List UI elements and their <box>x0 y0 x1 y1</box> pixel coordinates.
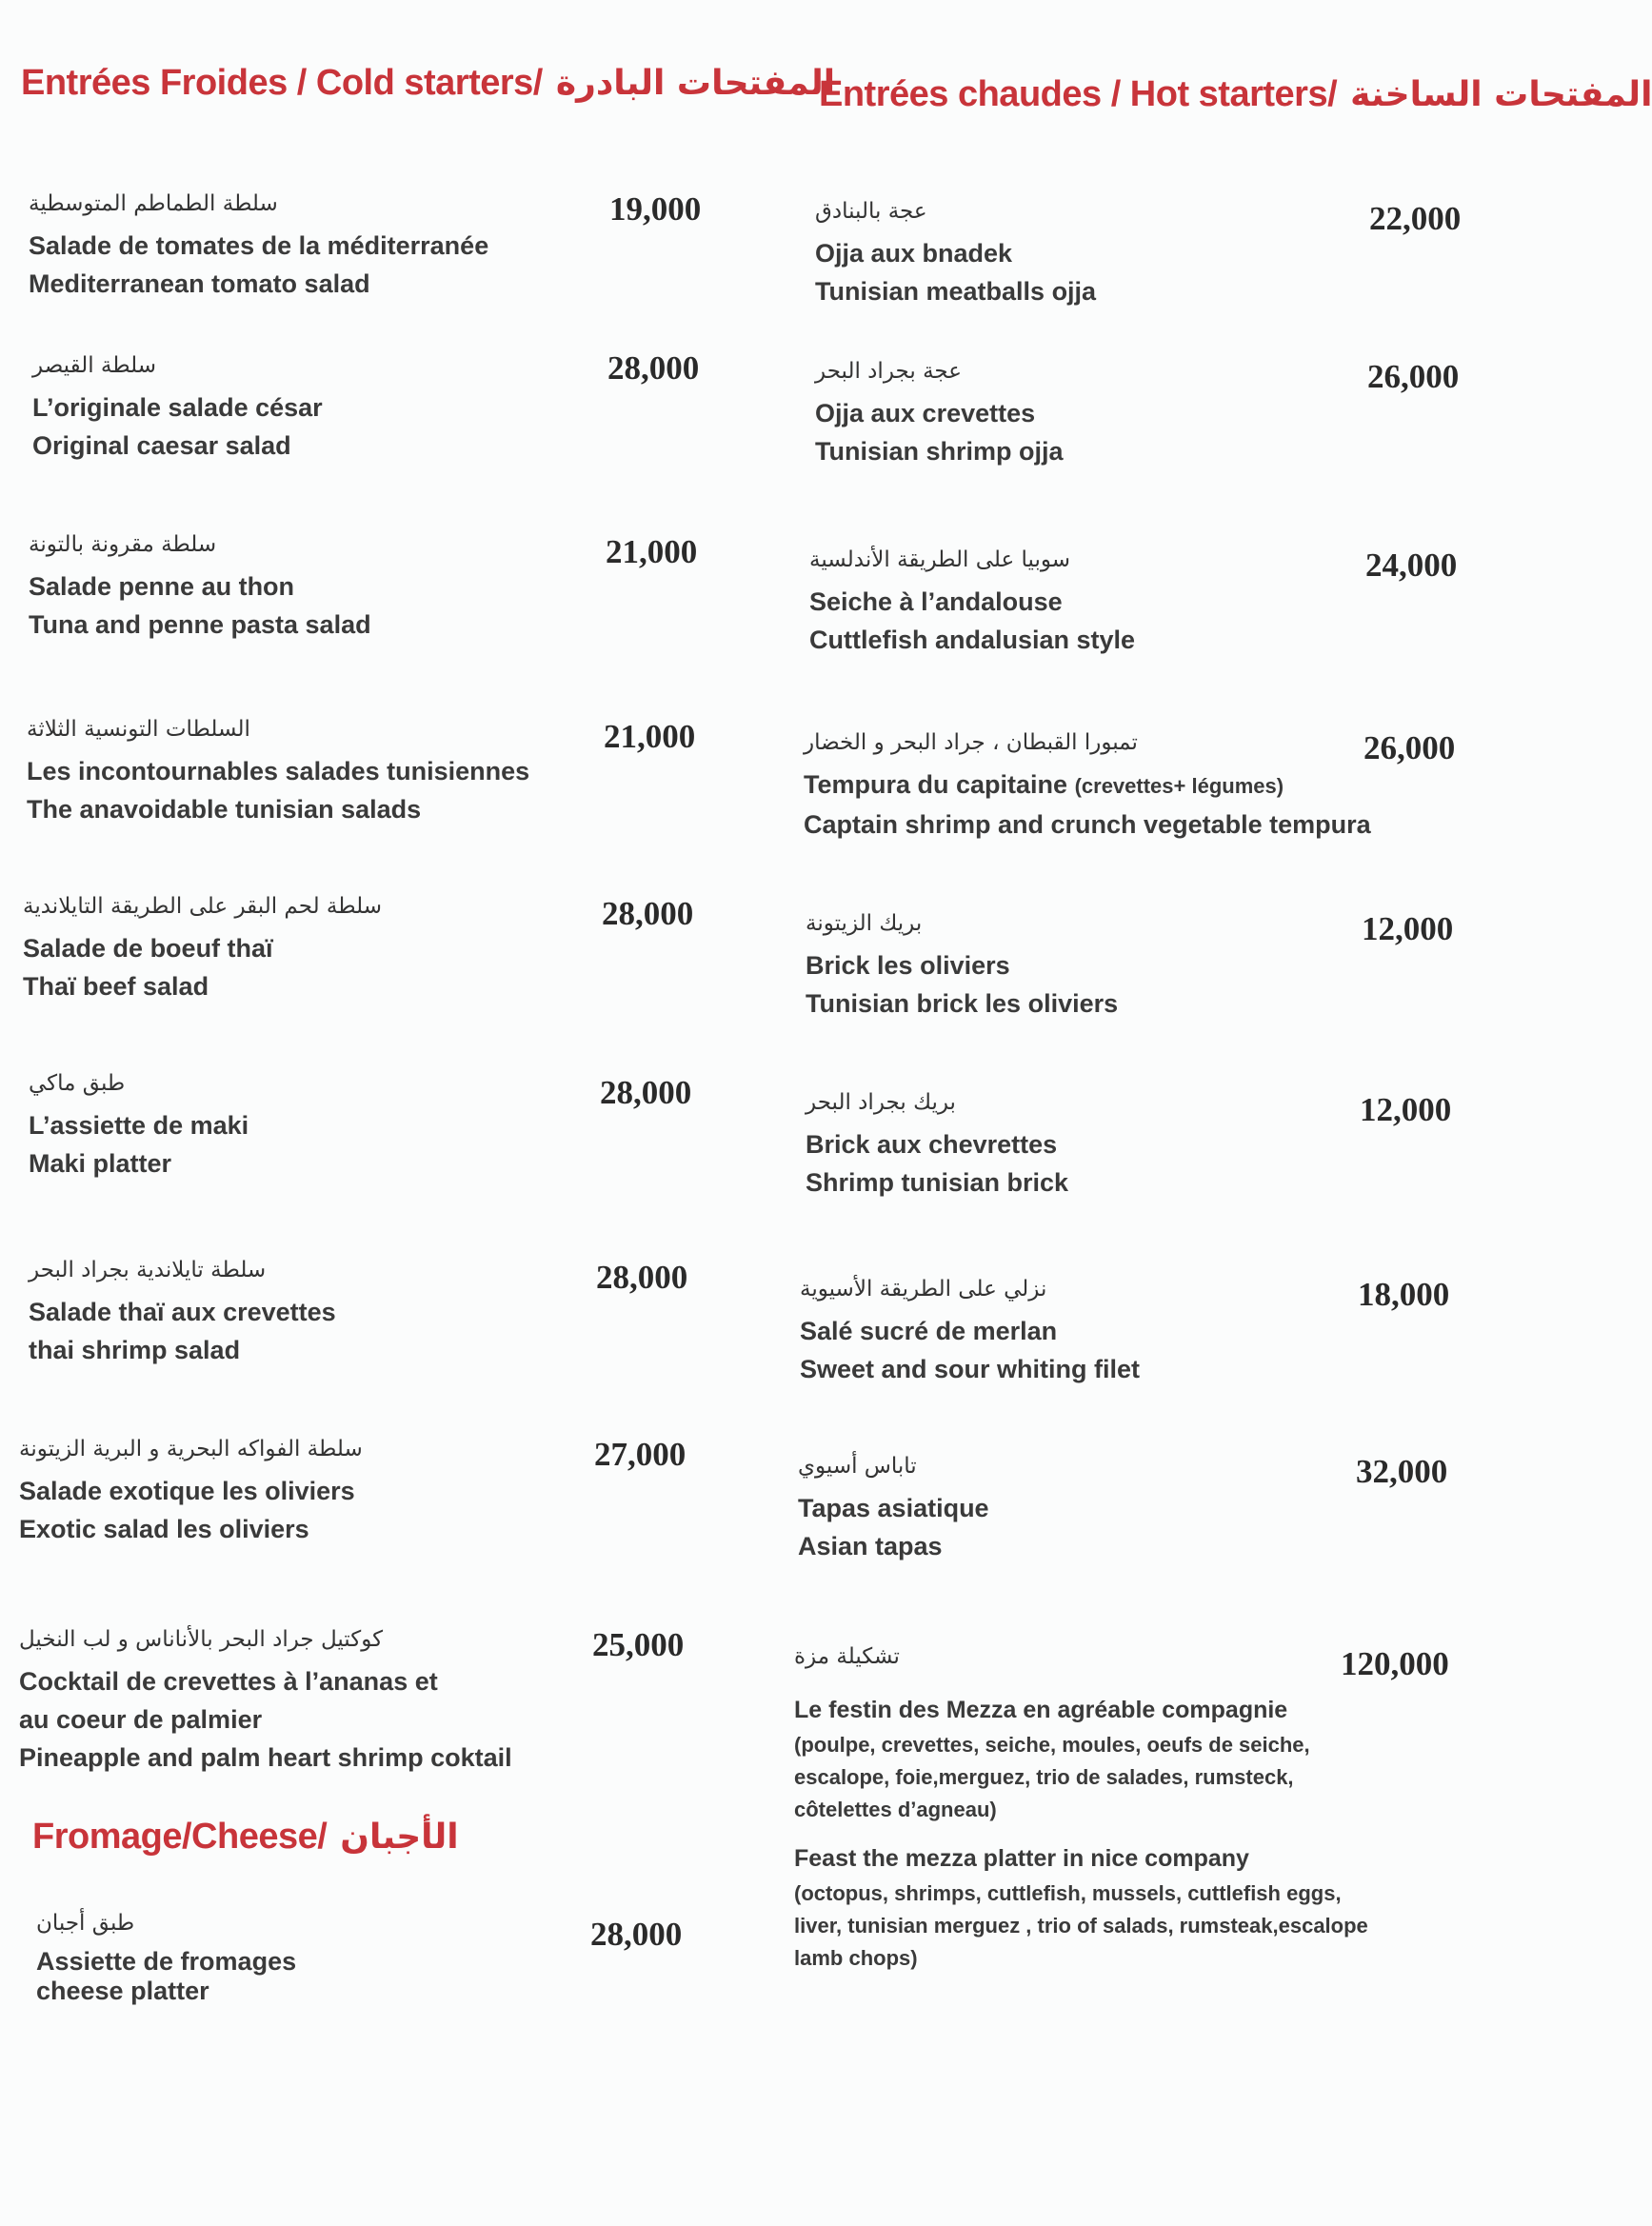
item-name-en: Mediterranean tomato salad <box>29 269 370 298</box>
item-name-en: Original caesar salad <box>32 431 291 460</box>
item-name-fr: Ojja aux bnadek <box>815 239 1013 268</box>
cold-item-6-price: 28,000 <box>600 1074 692 1111</box>
cold-item-7-price: 28,000 <box>596 1259 688 1296</box>
hot-item-4 <box>804 727 1371 844</box>
item-name-ar: تشكيلة مزة <box>794 1644 900 1669</box>
item-name-en: Exotic salad les oliviers <box>19 1515 309 1543</box>
hot-item-8 <box>798 1451 989 1565</box>
mezza-fr-details-1: (poulpe, crevettes, seiche, moules, oeufs de seiche, <box>794 1733 1310 1757</box>
item-name-ar: نزلي على الطريقة الأسيوية <box>800 1277 1047 1302</box>
item-name-fr: Ojja aux crevettes <box>815 399 1036 427</box>
item-name-fr: Salade thaï aux crevettes <box>29 1298 336 1326</box>
item-name-ar: سلطة الطماطم المتوسطية <box>29 191 278 216</box>
item-name-ar: سلطة القيصر <box>32 353 157 378</box>
item-name-fr: Salé sucré de merlan <box>800 1317 1058 1345</box>
hot-starters-title <box>819 74 1652 115</box>
hot-item-3 <box>809 545 1135 659</box>
mezza-item <box>794 1641 1368 1975</box>
item-name-ar: بريك بجراد البحر <box>806 1090 956 1115</box>
hot-starters-title-text: Entrées chaudes / Hot starters/ <box>819 74 1338 114</box>
mezza-fr-details-3: côtelettes d’agneau) <box>794 1798 997 1821</box>
item-note: (crevettes+ légumes) <box>1074 774 1284 798</box>
item-name-fr: L’originale salade césar <box>32 393 323 422</box>
cold-item-9 <box>19 1624 512 1777</box>
hot-item-1-price: 22,000 <box>1369 200 1462 237</box>
cheese-title <box>32 1817 459 1858</box>
cold-item-4-price: 21,000 <box>604 718 696 755</box>
item-name-fr: Tapas asiatique <box>798 1494 989 1522</box>
hot-starters-title-ar: المفتحات الساخنة <box>1350 75 1652 114</box>
hot-item-2-price: 26,000 <box>1367 358 1460 395</box>
cheese-item-price: 28,000 <box>590 1916 683 1953</box>
item-name-ar: بريك الزيتونة <box>806 911 923 936</box>
mezza-en: Feast the mezza platter in nice company <box>794 1845 1249 1872</box>
item-name-ar: تاباس أسيوي <box>798 1454 917 1479</box>
cheese-item <box>36 1908 296 2005</box>
item-name-en: Sweet and sour whiting filet <box>800 1355 1141 1383</box>
hot-item-3-price: 24,000 <box>1365 547 1458 584</box>
item-name-en: Cuttlefish andalusian style <box>809 626 1136 654</box>
cold-item-5 <box>23 891 382 1005</box>
cold-item-6 <box>29 1068 249 1183</box>
item-name-fr: Les incontournables salades tunisiennes <box>27 757 530 785</box>
item-name-en: thai shrimp salad <box>29 1336 241 1364</box>
item-name-fr: Salade de boeuf thaï <box>23 934 273 963</box>
hot-item-4-price: 26,000 <box>1363 729 1456 766</box>
cold-item-7 <box>29 1255 336 1369</box>
hot-item-5-price: 12,000 <box>1362 910 1454 947</box>
hot-item-6 <box>806 1087 1068 1202</box>
cold-item-1-price: 19,000 <box>609 190 702 228</box>
cold-item-3 <box>29 529 371 644</box>
item-name-fr: L’assiette de maki <box>29 1111 249 1140</box>
mezza-fr: Le festin des Mezza en agréable compagnie <box>794 1697 1288 1723</box>
mezza-fr-details-2: escalope, foie,merguez, trio de salades, rumsteck, <box>794 1765 1294 1789</box>
item-name-en: Tunisian shrimp ojja <box>815 437 1064 466</box>
cold-item-8 <box>19 1434 363 1548</box>
item-name-fr-text: Tempura du capitaine <box>804 770 1068 799</box>
cold-item-1 <box>29 189 488 303</box>
mezza-en-details-1: (octopus, shrimps, cuttlefish, mussels, cuttlefish eggs, <box>794 1881 1342 1905</box>
item-name-fr: Brick aux chevrettes <box>806 1130 1058 1159</box>
item-name-fr: Salade penne au thon <box>29 572 295 601</box>
item-name-en: The anavoidable tunisian salads <box>27 795 422 824</box>
cold-item-8-price: 27,000 <box>594 1436 687 1473</box>
item-name-ar: سلطة لحم البقر على الطريقة التايلاندية <box>23 894 382 919</box>
hot-item-7-price: 18,000 <box>1358 1276 1450 1313</box>
cold-item-5-price: 28,000 <box>602 895 694 932</box>
cold-item-2 <box>32 350 323 465</box>
item-name-en: Thaï beef salad <box>23 972 209 1001</box>
item-name-fr-2: au coeur de palmier <box>19 1705 263 1734</box>
item-name-ar: سلطة تايلاندية بجراد البحر <box>29 1258 267 1282</box>
item-name-en: Tunisian brick les oliviers <box>806 989 1119 1018</box>
cold-item-2-price: 28,000 <box>607 349 700 387</box>
cheese-title-ar: الأجبان <box>340 1818 459 1857</box>
item-name-en: Shrimp tunisian brick <box>806 1168 1069 1197</box>
item-name-en: Tunisian meatballs ojja <box>815 277 1097 306</box>
mezza-en-details-2: liver, tunisian merguez , trio of salads, rumsteak,escalope <box>794 1914 1368 1938</box>
hot-item-7 <box>800 1274 1140 1388</box>
item-name-fr: Seiche à l’andalouse <box>809 587 1063 616</box>
item-name-fr: Salade de tomates de la méditerranée <box>29 231 489 260</box>
hot-item-6-price: 12,000 <box>1360 1091 1452 1128</box>
item-name-ar: عجة بجراد البحر <box>815 359 962 384</box>
cheese-title-text: Fromage/Cheese/ <box>32 1817 328 1857</box>
item-name-en: Pineapple and palm heart shrimp coktail <box>19 1743 512 1772</box>
cold-item-4 <box>27 714 529 828</box>
hot-item-2 <box>815 356 1064 470</box>
item-name-ar: تمبورا القبطان ، جراد البحر و الخضار <box>804 730 1138 755</box>
mezza-price: 120,000 <box>1341 1645 1449 1682</box>
hot-item-5 <box>806 908 1118 1023</box>
cold-starters-title-ar: المفتحات البادرة <box>555 64 836 103</box>
item-name-ar: طبق ماكي <box>29 1071 126 1096</box>
item-name-ar: كوكتيل جراد البحر بالأناناس و لب النخيل <box>19 1627 384 1652</box>
item-name-en: Maki platter <box>29 1149 172 1178</box>
item-name-en: Tuna and penne pasta salad <box>29 610 371 639</box>
item-name-fr: Assiette de fromages <box>36 1947 297 1976</box>
hot-item-8-price: 32,000 <box>1356 1453 1448 1490</box>
item-name-fr: Cocktail de crevettes à l’ananas et <box>19 1667 438 1696</box>
mezza-en-details-3: lamb chops) <box>794 1946 918 1970</box>
item-name-ar: عجة بالبنادق <box>815 199 927 224</box>
item-name-fr: Brick les oliviers <box>806 951 1010 980</box>
item-name-fr: Salade exotique les oliviers <box>19 1477 355 1505</box>
item-name-ar: سوبيا على الطريقة الأندلسية <box>809 547 1071 572</box>
cold-starters-title <box>21 63 835 104</box>
cold-item-9-price: 25,000 <box>592 1626 685 1663</box>
item-name-en: Captain shrimp and crunch vegetable tempura <box>804 810 1371 839</box>
item-name-fr <box>804 765 1371 805</box>
hot-item-1 <box>815 196 1096 310</box>
cold-starters-title-text: Entrées Froides / Cold starters/ <box>21 63 543 103</box>
item-name-en: Asian tapas <box>798 1532 943 1560</box>
item-name-ar: طبق أجبان <box>36 1911 135 1936</box>
item-name-ar: سلطة الفواكه البحرية و البرية الزيتونة <box>19 1437 363 1461</box>
item-name-ar: السلطات التونسية الثلاثة <box>27 717 250 742</box>
item-name-ar: سلطة مقرونة بالتونة <box>29 532 217 557</box>
item-name-en: cheese platter <box>36 1977 209 2005</box>
cold-item-3-price: 21,000 <box>606 533 698 570</box>
